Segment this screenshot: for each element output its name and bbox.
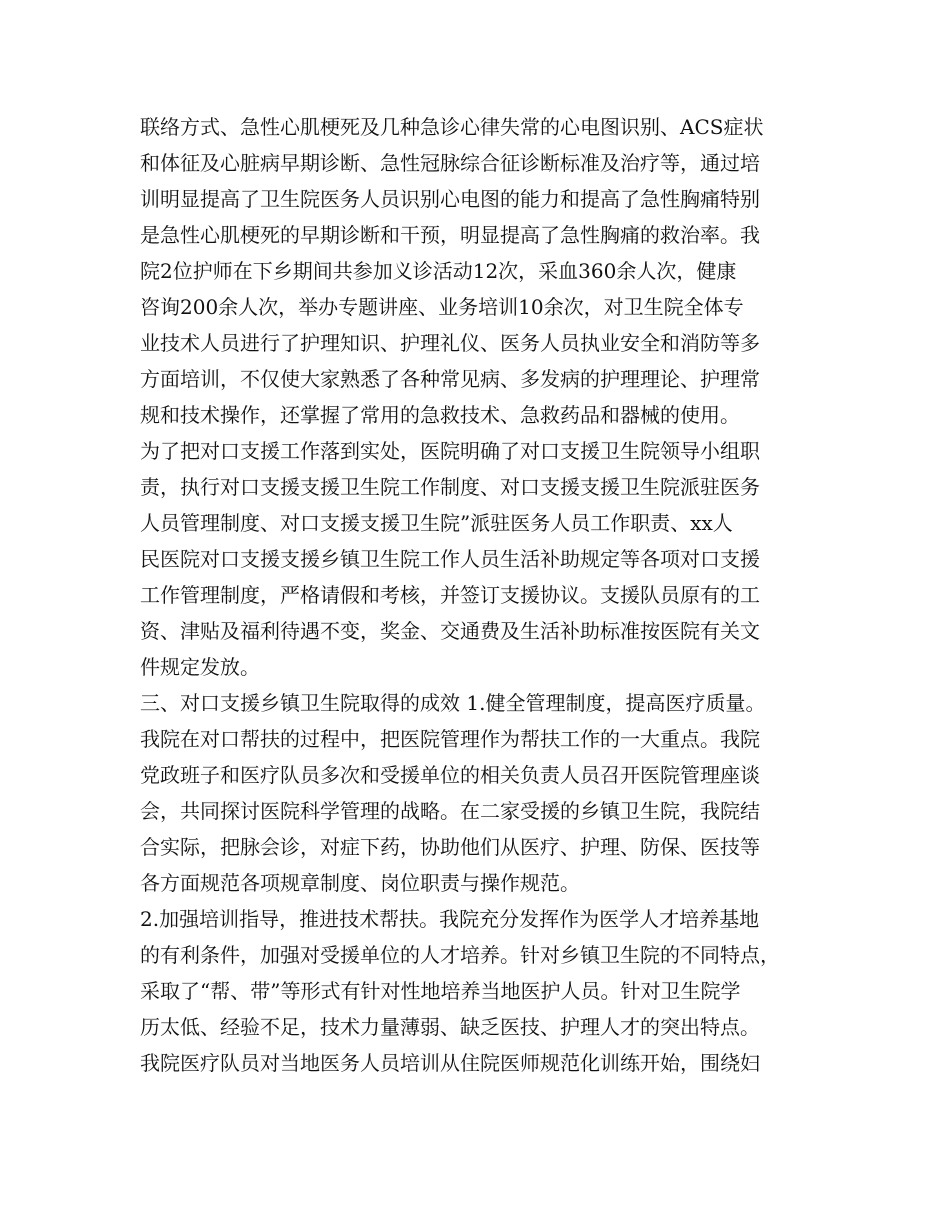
text-line: 件规定发放。 [140,655,260,679]
text-line: 资、津贴及福利待遇不变，奖金、交通费及生活补助标准按医院有关文 [140,619,760,643]
text-line: 是急性心肌梗死的早期诊断和干预，明显提高了急性胸痛的救治率。我 [140,223,760,247]
text-line: 规和技术操作，还掌握了常用的急救技术、急救药品和器械的使用。 [140,403,740,427]
text-line: 责，执行对口支援支援卫生院工作制度、对口支援支援卫生院派驻医务 [140,475,760,499]
text-line: 各方面规范各项规章制度、岗位职责与操作规范。 [140,871,580,895]
text-line: 工作管理制度，严格请假和考核，并签订支援协议。支援队员原有的工 [140,583,760,607]
text-line: 2.加强培训指导，推进技术帮扶。我院充分发挥作为医学人才培养基地 [140,907,760,931]
text-line: 合实际，把脉会诊，对症下药，协助他们从医疗、护理、防保、医技等 [140,835,760,859]
text-line: 业技术人员进行了护理知识、护理礼仪、医务人员执业安全和消防等多 [140,331,760,355]
text-line: 历太低、经验不足，技术力量薄弱、缺乏医技、护理人才的突出特点。 [140,1015,760,1039]
text-line: 为了把对口支援工作落到实处，医院明确了对口支援卫生院领导小组职 [140,439,760,463]
text-line: 三、对口支援乡镇卫生院取得的成效 1.健全管理制度，提高医疗质量。 [140,691,766,715]
text-line: 方面培训，不仅使大家熟悉了各种常见病、多发病的护理理论、护理常 [140,367,760,391]
text-line: 训明显提高了卫生院医务人员识别心电图的能力和提高了急性胸痛特别 [140,187,760,211]
text-line: 采取了“帮、带”等形式有针对性地培养当地医护人员。针对卫生院学 [140,979,741,1003]
document-body [140,109,820,1081]
text-line: 我院在对口帮扶的过程中，把医院管理作为帮扶工作的一大重点。我院 [140,727,760,751]
text-line: 我院医疗队员对当地医务人员培训从住院医师规范化训练开始，围绕妇 [140,1051,760,1075]
text-line: 咨询200余人次，举办专题讲座、业务培训10余次，对卫生院全体专 [140,295,744,319]
text-line: 院2位护师在下乡期间共参加义诊活动12次，采血360余人次，健康 [140,259,737,283]
text-line: 和体征及心脏病早期诊断、急性冠脉综合征诊断标准及治疗等，通过培 [140,151,760,175]
text-line: 的有利条件，加强对受援单位的人才培养。针对乡镇卫生院的不同特点， [140,943,780,967]
text-line: 联络方式、急性心肌梗死及几种急诊心律失常的心电图识别、ACS症状 [140,115,764,139]
text-line: 人员管理制度、对口支援支援卫生院”派驻医务人员工作职责、xx人 [140,511,733,535]
text-line: 会，共同探讨医院科学管理的战略。在二家受援的乡镇卫生院，我院结 [140,799,760,823]
text-line: 民医院对口支援支援乡镇卫生院工作人员生活补助规定等各项对口支援 [140,547,760,571]
text-line: 党政班子和医疗队员多次和受援单位的相关负责人员召开医院管理座谈 [140,763,760,787]
